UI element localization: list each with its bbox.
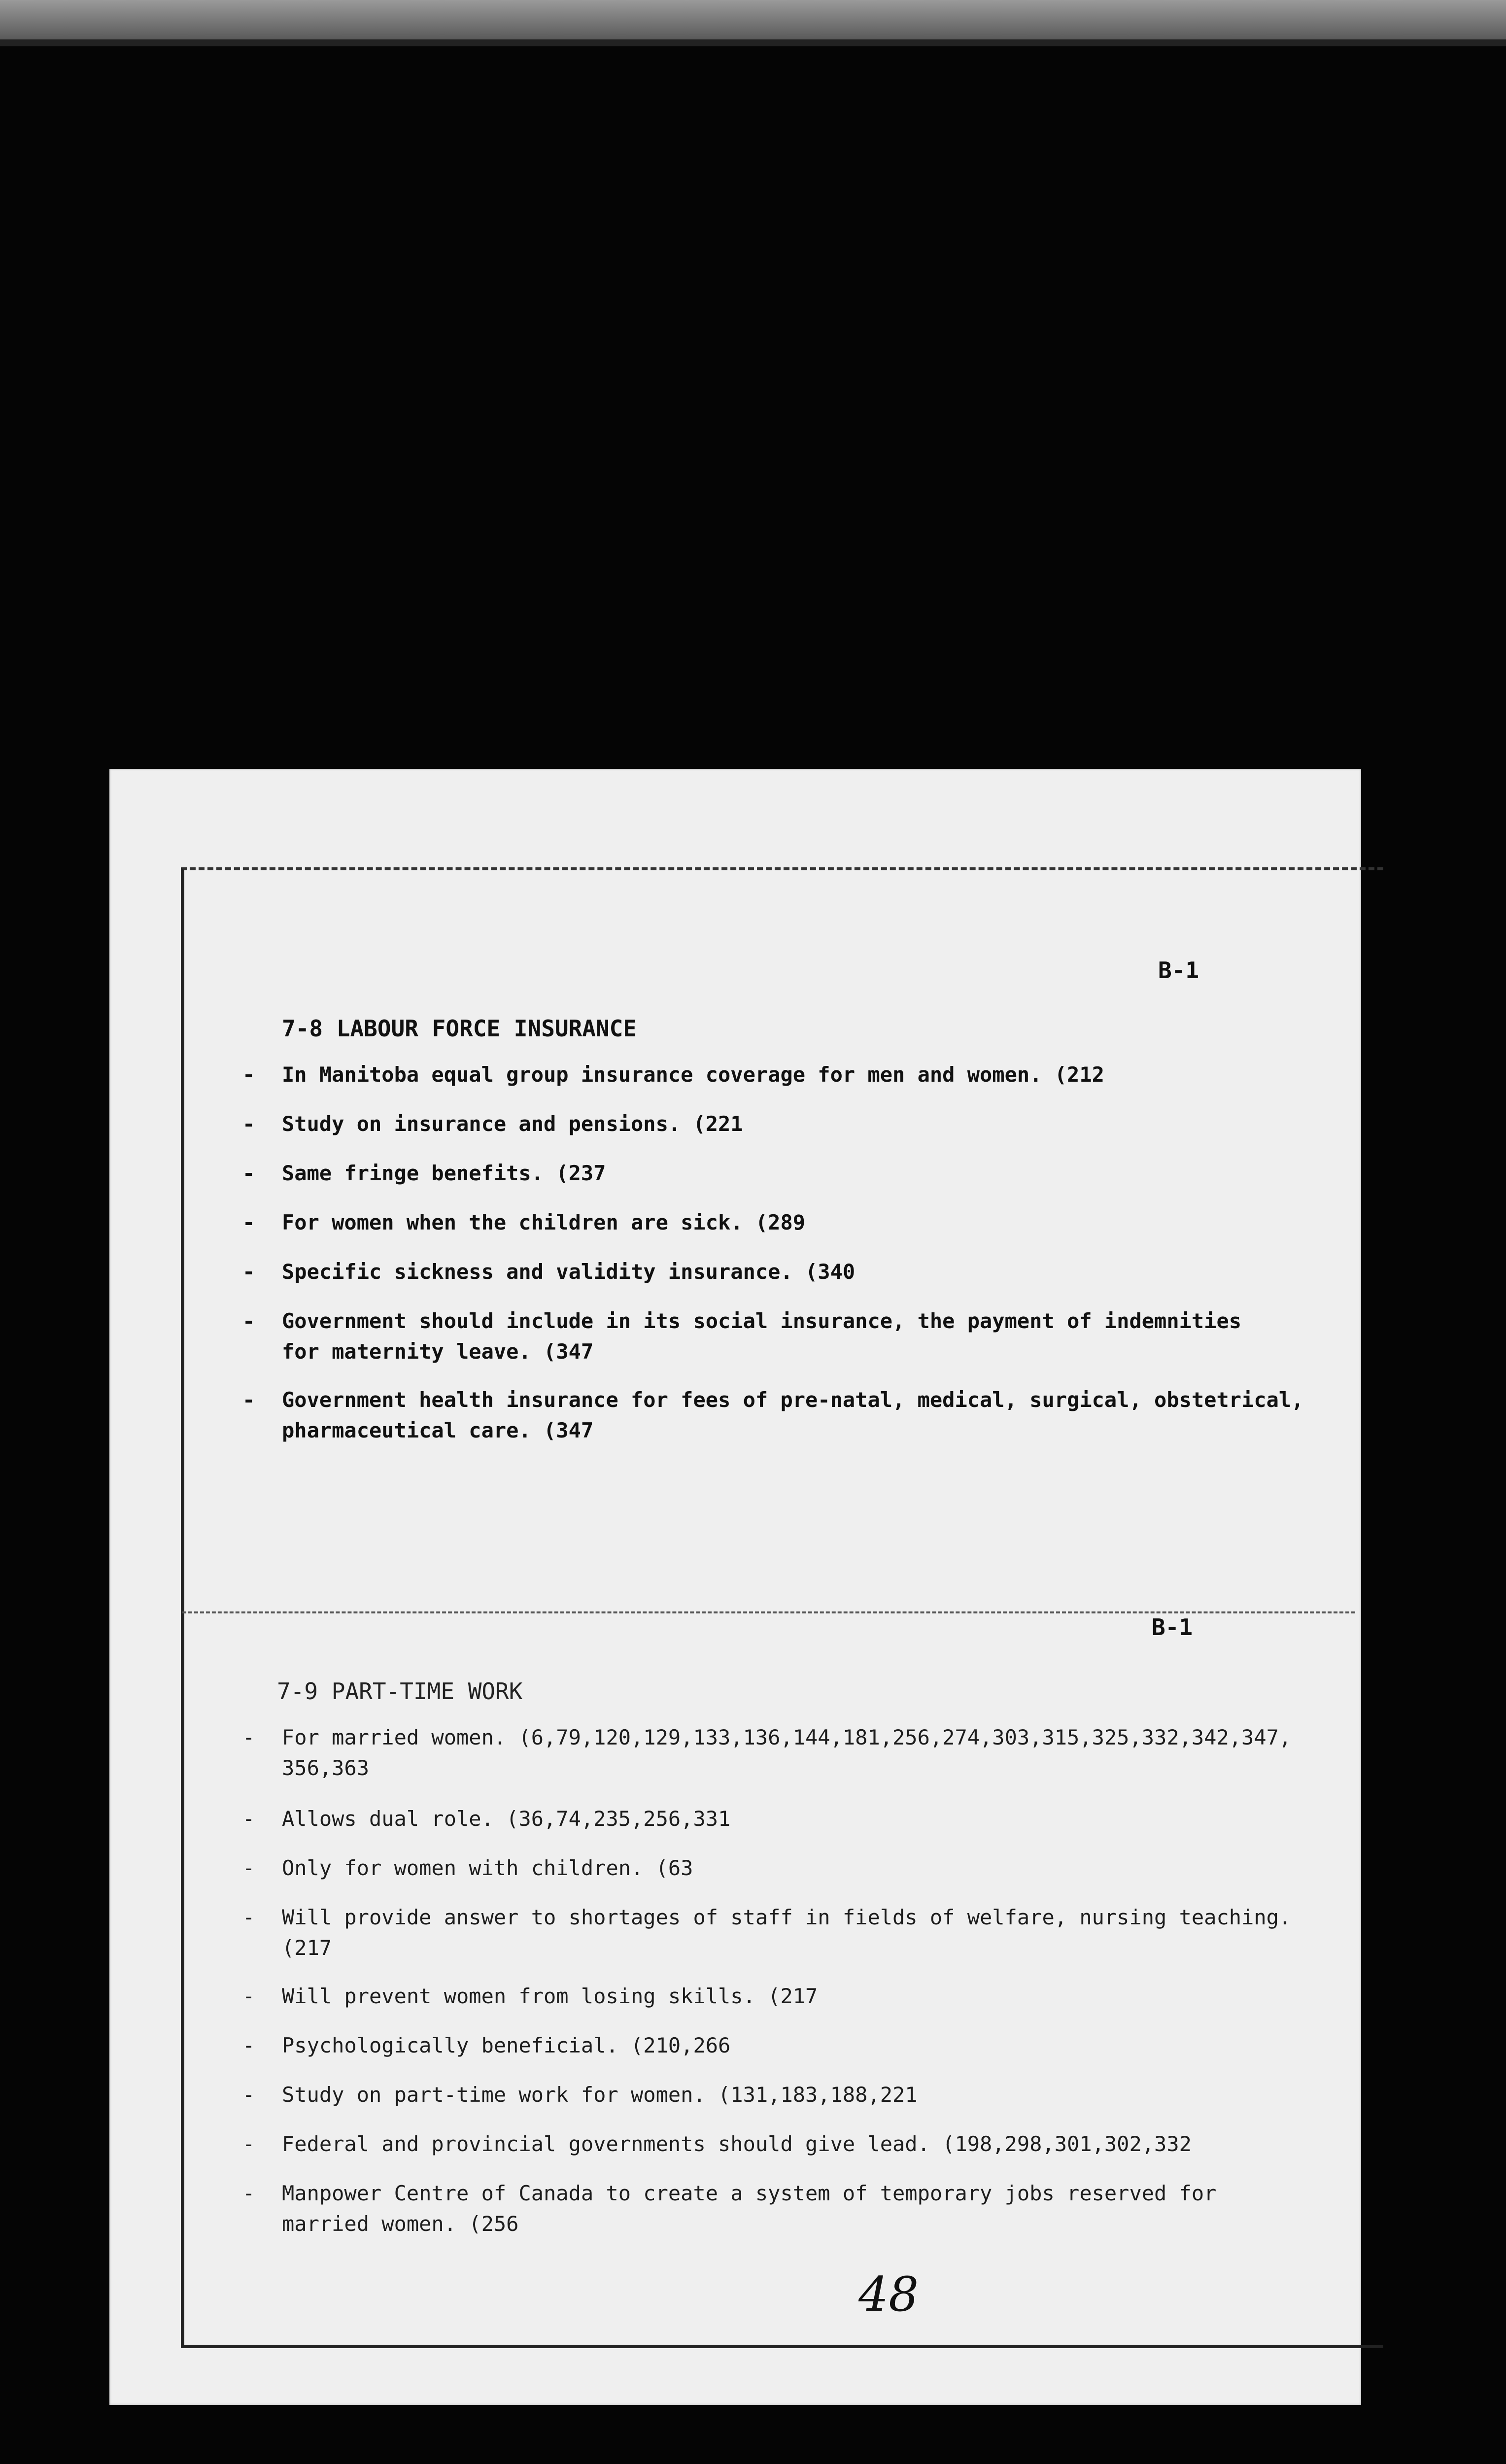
list-item: - Only for women with children. (63 (242, 1856, 693, 1880)
list-item: - Will prevent women from losing skills. (217 (242, 1984, 818, 2008)
section-title-labour-force-insurance: 7-8 LABOUR FORCE INSURANCE (282, 1015, 637, 1042)
page-ref-2: B-1 (1152, 1614, 1193, 1641)
document-page (109, 769, 1361, 2405)
list-item: - Government should include in its social insurance, the payment of indemnities for maternity leave. (347 (242, 1309, 1242, 1364)
list-item: - Study on insurance and pensions. (221 (242, 1112, 743, 1136)
list-item: - Government health insurance for fees of pre-natal, medical, surgical, obstetrical, pharmaceutical care. (347 (242, 1388, 1304, 1442)
list-item: - Manpower Centre of Canada to create a system of temporary jobs reserved for married women. (256 (242, 2181, 1217, 2236)
list-item: - Same fringe benefits. (237 (242, 1161, 606, 1185)
list-item: - For married women. (6,79,120,129,133,136,144,181,256,274,303,315,325,332,342,347, 356,363 (242, 1725, 1292, 1780)
list-item: - In Manitoba equal group insurance coverage for men and women. (212 (242, 1062, 1104, 1087)
list-item: - For women when the children are sick. (289 (242, 1210, 806, 1234)
section-title-part-time-work: 7-9 PART-TIME WORK (277, 1678, 523, 1705)
page-fold-line (182, 1611, 1355, 1613)
film-edge-shadow (0, 39, 1506, 46)
handwritten-page-number: 48 (858, 2267, 919, 2322)
film-edge (0, 0, 1506, 39)
list-item: - Allows dual role. (36,74,235,256,331 (242, 1807, 731, 1831)
list-item: - Psychologically beneficial. (210,266 (242, 2033, 731, 2057)
list-item: - Specific sickness and validity insurance. (340 (242, 1260, 856, 1284)
list-item: - Study on part-time work for women. (131,183,188,221 (242, 2083, 918, 2107)
list-item: - Will provide answer to shortages of staff in fields of welfare, nursing teaching. (217 (242, 1905, 1292, 1960)
page-ref-1: B-1 (1158, 957, 1199, 984)
list-item: - Federal and provincial governments should give lead. (198,298,301,302,332 (242, 2132, 1192, 2156)
